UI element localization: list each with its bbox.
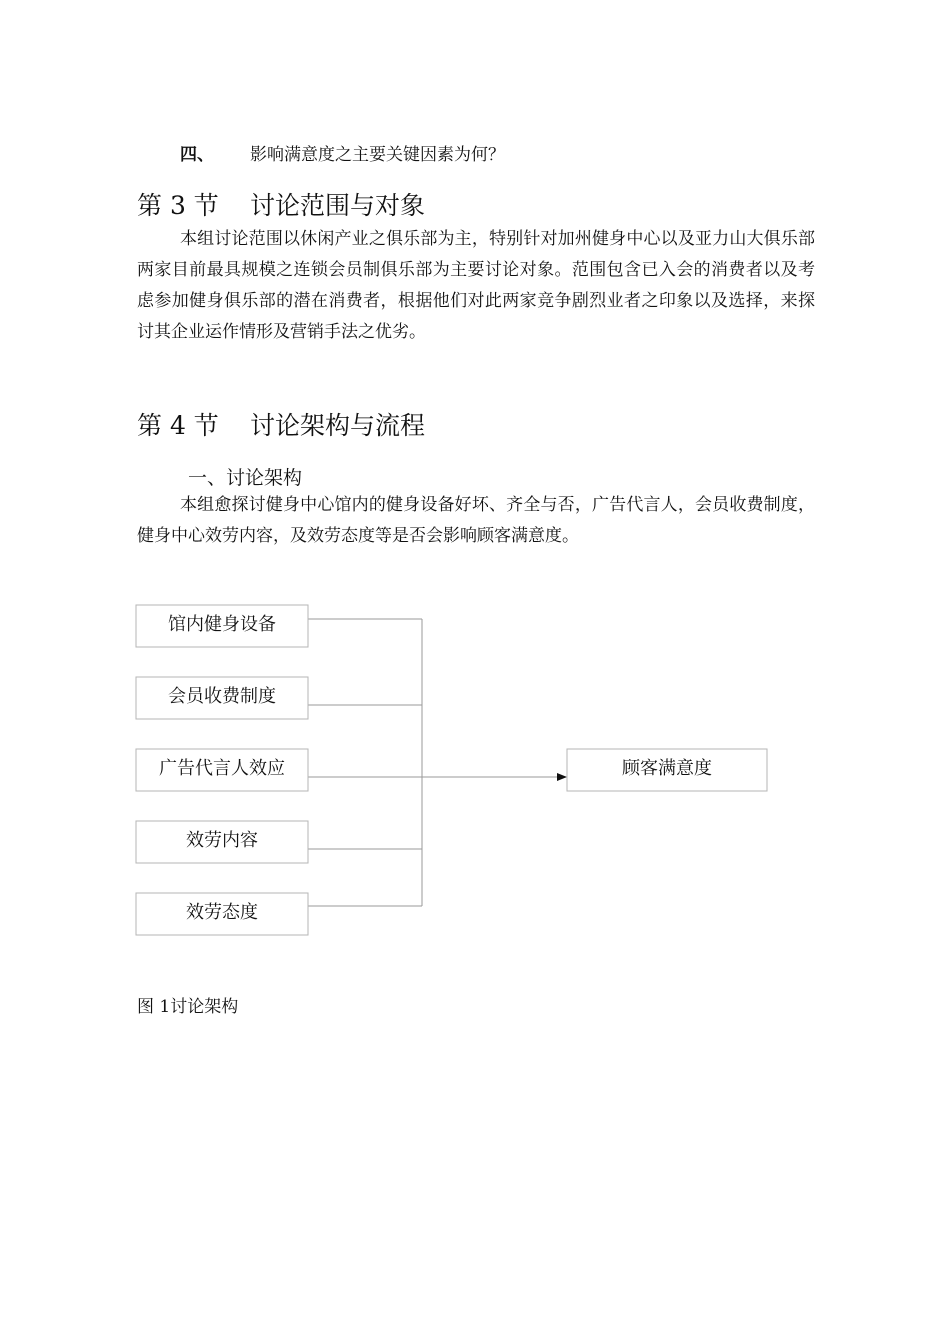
factor-label-2: 会员收费制度 xyxy=(168,686,276,707)
section-4-title: 讨论架构与流程 xyxy=(250,411,426,440)
section-3-number: 第 3 节 xyxy=(137,191,219,220)
section-4-number: 第 4 节 xyxy=(137,411,219,440)
figure-caption: 图 1讨论架构 xyxy=(137,997,239,1017)
section-4-paragraph: 本组愈探讨健身中心馆内的健身设备好坏、齐全与否，广告代言人，会员收费制度，健身中心效劳内容，及效劳态度等是否会影响顾客满意度。 xyxy=(137,495,815,546)
outcome-label: 顾客满意度 xyxy=(622,758,712,779)
section-4-subheading: 一、讨论架构 xyxy=(188,467,303,489)
factor-label-5: 效劳态度 xyxy=(186,902,258,923)
list-item-text: 影响满意度之主要关键因素为何？ xyxy=(250,145,505,165)
factor-label-4: 效劳内容 xyxy=(186,830,258,851)
section-3-title: 讨论范围与对象 xyxy=(250,191,426,220)
list-item-number: 四、 xyxy=(180,145,214,165)
section-3-paragraph: 本组讨论范围以休闲产业之俱乐部为主，特别针对加州健身中心以及亚力山大俱乐部两家目前最具规模之连锁会员制俱乐部为主要讨论对象。范围包含已入会的消费者以及考虑参加健身俱乐部的潜在消费者，根据他们对此两家竞争剧烈业者之印象以及选择，来探讨其企业运作情形及营销手法之优劣。 xyxy=(137,229,815,342)
factor-label-3: 广告代言人效应 xyxy=(159,758,285,779)
factor-label-1: 馆内健身设备 xyxy=(168,614,276,635)
